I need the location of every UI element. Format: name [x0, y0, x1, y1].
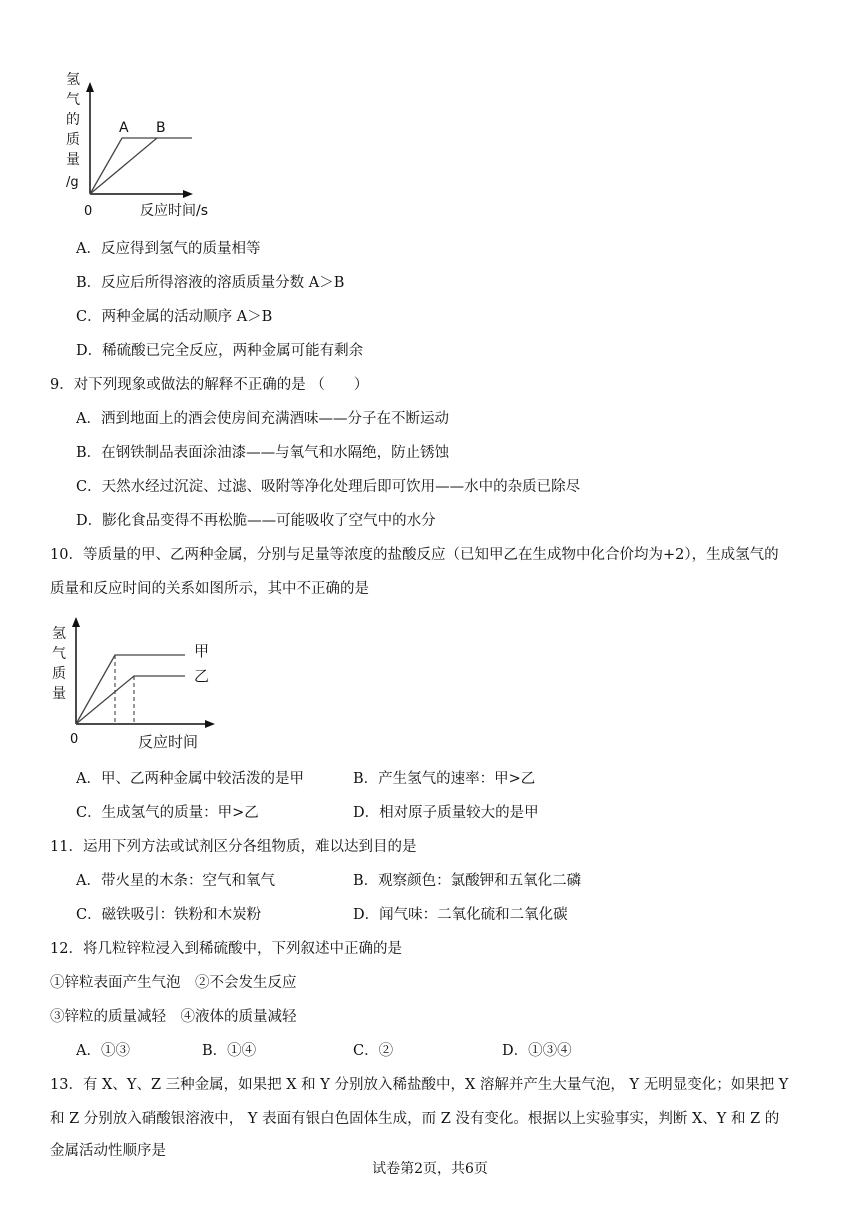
- q10-stem-line1: 10．等质量的甲、乙两种金属，分别与足量等浓度的盐酸反应（已知甲乙在生成物中化合价均为+2），生成氢气的: [50, 547, 779, 563]
- q10-option-c: C．生成氢气的质量：甲>乙: [76, 805, 259, 821]
- q8-option-d: D．稀硫酸已完全反应，两种金属可能有剩余: [76, 343, 364, 359]
- q9-option-b: B．在钢铁制品表面涂油漆——与氧气和水隔绝，防止锈蚀: [76, 445, 450, 461]
- chart1-line-a: [90, 138, 192, 194]
- chart2-ylabel-char: 气: [52, 646, 66, 662]
- q10-option-d: D．相对原子质量较大的是甲: [353, 805, 539, 821]
- q12-statement-line2: ③锌粒的质量减轻 ④液体的质量减轻: [50, 1009, 297, 1025]
- chart2-x-arrow: [205, 720, 215, 728]
- q12-statement-line1: ①锌粒表面产生气泡 ②不会发生反应: [50, 975, 297, 991]
- chart1-label-b: B: [156, 120, 166, 136]
- chart2-xlabel: 反应时间: [138, 733, 199, 751]
- q9-stem: 9．对下列现象或做法的解释不正确的是 （ ）: [50, 377, 369, 393]
- q12-option-c: C．②: [353, 1043, 394, 1059]
- q8-option-b: B．反应后所得溶液的溶质质量分数 A＞B: [76, 275, 345, 291]
- page-footer: 试卷第2页，共6页: [372, 1161, 488, 1177]
- chart1-label-a: A: [119, 120, 129, 136]
- chart2-origin: 0: [70, 732, 79, 747]
- chart2-ylabel-char: 氢: [52, 626, 66, 642]
- chart1-x-arrow: [183, 190, 193, 198]
- q9-option-a: A．洒到地面上的酒会使房间充满酒味——分子在不断运动: [76, 411, 449, 427]
- q12-option-b: B．①④: [202, 1043, 257, 1059]
- q13-stem-line3: 金属活动性顺序是: [50, 1143, 166, 1159]
- q13-stem-line1: 13．有 X、Y、Z 三种金属，如果把 X 和 Y 分别放入稀盐酸中，X 溶解并产生大量气泡， Y 无明显变化；如果把 Y: [50, 1077, 789, 1093]
- q11-option-b: B．观察颜色：氯酸钾和五氧化二磷: [353, 873, 582, 889]
- chart1-origin: 0: [84, 204, 93, 219]
- chart1-xlabel: 反应时间/s: [140, 203, 209, 219]
- chart2-line-yi: [76, 676, 185, 724]
- chart2-y-arrow: [72, 617, 80, 627]
- chart2-label-jia: 甲: [194, 642, 210, 660]
- q10-option-b: B．产生氢气的速率：甲>乙: [353, 771, 536, 787]
- q9-option-d: D．膨化食品变得不再松脆——可能吸收了空气中的水分: [76, 513, 436, 529]
- chart2-ylabel-char: 质: [52, 666, 66, 682]
- q12-stem: 12．将几粒锌粒浸入到稀硫酸中，下列叙述中正确的是: [50, 941, 402, 957]
- q11-option-c: C．磁铁吸引：铁粉和木炭粉: [76, 907, 262, 923]
- q8-option-a: A．反应得到氢气的质量相等: [76, 241, 261, 257]
- q11-stem: 11．运用下列方法或试剂区分各组物质，难以达到目的是: [50, 839, 417, 855]
- chart1-ylabel-char: 的: [66, 112, 80, 128]
- q11-option-d: D．闻气味：二氧化硫和二氧化碳: [353, 907, 568, 923]
- q10-stem-line2: 质量和反应时间的关系如图所示，其中不正确的是: [50, 581, 369, 597]
- chart-hydrogen-mass-jia-yi: [48, 612, 228, 752]
- chart2-line-jia: [76, 655, 185, 724]
- chart1-ylabel-char: 量: [66, 152, 80, 168]
- q10-option-a: A．甲、乙两种金属中较活泼的是甲: [76, 771, 304, 787]
- chart1-line-b: [90, 138, 157, 194]
- chart2-ylabel-char: 量: [52, 686, 66, 702]
- q12-option-a: A．①③: [76, 1043, 130, 1059]
- chart1-y-arrow: [86, 82, 94, 92]
- q13-stem-line2: 和 Z 分别放入硝酸银溶液中， Y 表面有银白色固体生成，而 Z 没有变化。根据以上实验事实，判断 X、Y 和 Z 的: [50, 1111, 780, 1127]
- chart1-ylabel-char: 气: [66, 92, 80, 108]
- chart2-label-yi: 乙: [194, 667, 210, 685]
- q9-option-c: C．天然水经过沉淀、过滤、吸附等净化处理后即可饮用——水中的杂质已除尽: [76, 479, 581, 495]
- q11-option-a: A．带火星的木条：空气和氧气: [76, 873, 275, 889]
- q12-option-d: D．①③④: [502, 1043, 572, 1059]
- q8-option-c: C．两种金属的活动顺序 A＞B: [76, 309, 273, 325]
- chart1-ylabel-char: /g: [66, 175, 79, 190]
- chart1-ylabel-char: 质: [66, 132, 80, 148]
- chart1-ylabel-char: 氢: [66, 72, 80, 88]
- chart-hydrogen-mass-a-b: [60, 68, 230, 223]
